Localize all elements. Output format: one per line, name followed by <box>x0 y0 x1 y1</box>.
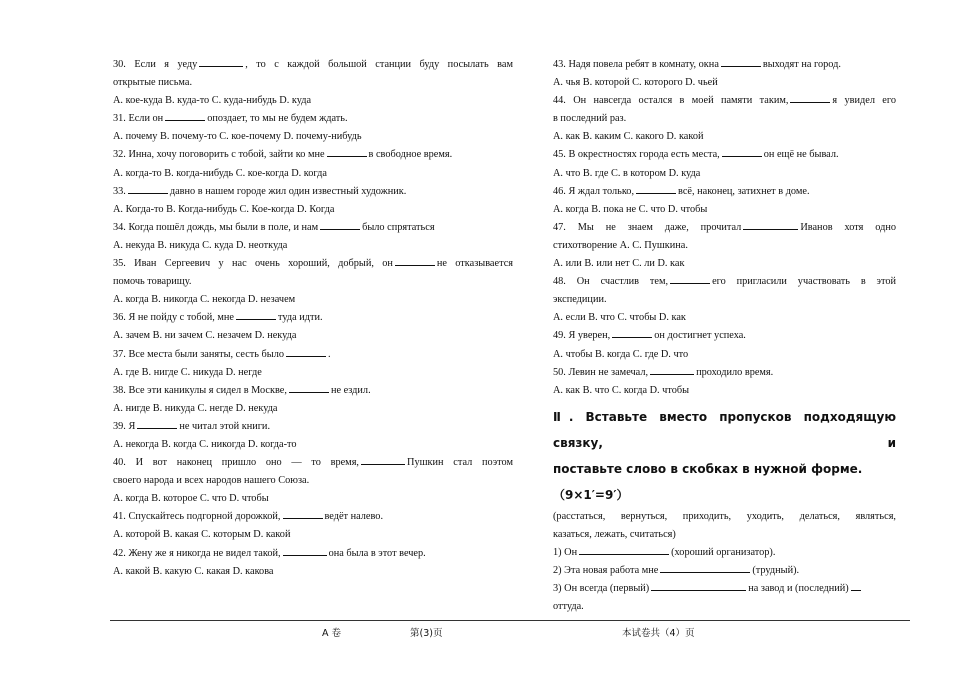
word-list-cont: казаться, лежать, считаться) <box>553 528 676 540</box>
options-32: A. когда-то B. когда-нибудь C. кое-когда D. когда <box>113 167 327 179</box>
task-1: 1) Он (хороший организатор). <box>553 544 896 562</box>
answer-blank[interactable] <box>790 92 830 103</box>
question-30: 30. Если я уеду , то с каждой большой станции буду посылать вам <box>113 56 513 74</box>
answer-blank[interactable] <box>721 56 761 67</box>
answer-blank[interactable] <box>660 562 750 573</box>
section-heading-cont: поставьте слово в скобках в нужной форме.（9×1′=9′） <box>553 461 863 502</box>
question-46: 46. Я ждал только, всё, наконец, затихнет в доме. <box>553 183 896 201</box>
question-32: 32. Инна, хочу поговорить с тобой, зайти ко мне в свободное время. <box>113 146 513 164</box>
footer-divider <box>110 620 910 621</box>
options-36: A. зачем B. ни зачем C. незачем D. некуда <box>113 330 297 342</box>
answer-blank[interactable] <box>395 255 435 266</box>
answer-blank[interactable] <box>199 56 243 67</box>
question-33: 33. давно в нашем городе жил один известный художник. <box>113 183 513 201</box>
answer-blank[interactable] <box>327 146 367 157</box>
answer-blank[interactable] <box>670 273 710 284</box>
question-42: 42. Жену же я никогда не видел такой, она была в этот вечер. <box>113 545 513 563</box>
right-column <box>553 56 896 616</box>
question-38: 38. Все эти каникулы я сидел в Москве, не ездил. <box>113 382 513 400</box>
options-35: A. когда B. никогда C. некогда D. незачем <box>113 294 296 306</box>
answer-blank[interactable] <box>128 183 168 194</box>
options-41: A. которой B. какая C. которым D. какой <box>113 529 291 541</box>
question-47-cont: стихотворение А. С. Пушкина. <box>553 239 688 251</box>
question-30-cont: открытые письма. <box>113 77 193 89</box>
answer-blank[interactable] <box>612 327 652 338</box>
question-36: 36. Я не пойду с тобой, мне туда идти. <box>113 309 513 327</box>
question-47: 47. Мы не знаем даже, прочитал Иванов хотя одно <box>553 219 896 237</box>
task-2: 2) Эта новая работа мне (трудный). <box>553 562 896 580</box>
question-41: 41. Спускайтесь подгорной дорожкой, ведёт налево. <box>113 508 513 526</box>
options-43: A. чья B. которой C. которого D. чьей <box>553 77 718 89</box>
options-38: A. нигде B. никуда C. негде D. некуда <box>113 402 278 414</box>
footer-page-number: 第(3)页 <box>410 628 443 639</box>
answer-blank[interactable] <box>236 309 276 320</box>
question-39: 39. Я не читал этой книги. <box>113 418 513 436</box>
question-35: 35. Иван Сергеевич у нас очень хороший, добрый, он не отказывается <box>113 255 513 273</box>
footer-paper-label: A 卷 <box>322 628 342 639</box>
question-35-cont: помочь товарищу. <box>113 276 192 288</box>
question-48-cont: экспедиции. <box>553 294 607 306</box>
options-42: A. какой B. какую C. какая D. какова <box>113 565 274 577</box>
question-43: 43. Надя повела ребят в комнату, окна выходят на город. <box>553 56 896 74</box>
answer-blank[interactable] <box>579 544 669 555</box>
answer-blank[interactable] <box>286 346 326 357</box>
left-column <box>113 56 513 581</box>
options-46: A. когда B. пока не C. что D. чтобы <box>553 203 708 215</box>
task-3-cont: оттуда. <box>553 601 584 613</box>
options-47: A. или B. или нет C. ли D. как <box>553 258 685 270</box>
question-48: 48. Он счастлив тем, его пригласили участвовать в этой <box>553 273 896 291</box>
answer-blank[interactable] <box>283 508 323 519</box>
options-49: A. чтобы B. когда C. где D. что <box>553 348 689 360</box>
answer-blank[interactable] <box>651 580 746 591</box>
options-48: A. если B. что C. чтобы D. как <box>553 312 686 324</box>
answer-blank[interactable] <box>743 219 798 230</box>
answer-blank[interactable] <box>722 146 762 157</box>
question-31: 31. Если он опоздает, то мы не будем ждать. <box>113 110 513 128</box>
question-49: 49. Я уверен, он достигнет успеха. <box>553 327 896 345</box>
options-33: A. Когда-то B. Когда-нибудь C. Кое-когда D. Когда <box>113 203 335 215</box>
question-45: 45. В окрестностях города есть места, он ещё не бывал. <box>553 146 896 164</box>
options-34: A. некуда B. никуда C. куда D. неоткуда <box>113 239 288 251</box>
options-37: A. где B. нигде C. никуда D. негде <box>113 366 262 378</box>
answer-blank[interactable] <box>650 364 694 375</box>
answer-blank[interactable] <box>636 183 676 194</box>
options-31: A. почему B. почему-то C. кое-почему D. почему-нибудь <box>113 131 362 143</box>
options-44: A. как B. каким C. какого D. какой <box>553 131 704 143</box>
answer-blank[interactable] <box>283 545 327 556</box>
answer-blank[interactable] <box>851 580 861 591</box>
answer-blank[interactable] <box>165 110 205 121</box>
options-40: A. когда B. которое C. что D. чтобы <box>113 493 269 505</box>
question-40-cont: своего народа и всех народов нашего Союза. <box>113 475 310 487</box>
task-3: 3) Он всегда (первый) на завод и (последний) <box>553 580 896 598</box>
question-44-cont: в последний раз. <box>553 113 627 125</box>
options-30: A. кое-куда B. куда-то C. куда-нибудь D. куда <box>113 95 312 107</box>
question-37: 37. Все места были заняты, сесть было . <box>113 346 513 364</box>
options-45: A. что B. где C. в котором D. куда <box>553 167 701 179</box>
answer-blank[interactable] <box>137 418 177 429</box>
question-44: 44. Он навсегда остался в моей памяти таким, я увидел его <box>553 92 896 110</box>
question-40: 40. И вот наконец пришло оно — то время, Пушкин стал поэтом <box>113 454 513 472</box>
answer-blank[interactable] <box>320 219 360 230</box>
answer-blank[interactable] <box>361 454 405 465</box>
section-heading: Ⅱ. Вставьте вместо пропусков подходящую связку, и <box>553 409 896 450</box>
word-list: (расстаться, вернуться, приходить, уходить, делаться, являться, <box>553 510 896 522</box>
options-50: A. как B. что C. когда D. чтобы <box>553 384 690 396</box>
question-34: 34. Когда пошёл дождь, мы были в поле, и нам было спрятаться <box>113 219 513 237</box>
footer-total-pages: 本试卷共（4）页 <box>622 628 695 639</box>
question-50: 50. Левин не замечал, проходило время. <box>553 364 896 382</box>
answer-blank[interactable] <box>289 382 329 393</box>
options-39: A. некогда B. когда C. никогда D. когда-то <box>113 438 297 450</box>
